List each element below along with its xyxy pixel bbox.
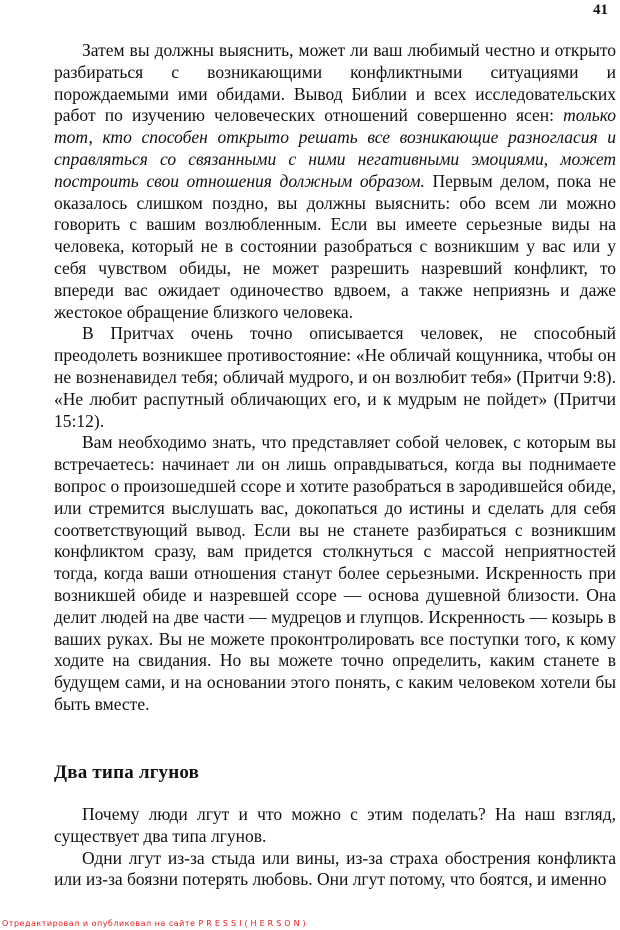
paragraph-1-rest: Первым делом, пока не оказалось слишком поздно, вы должны выяснить: обо всем ли можно говорить с вашим возлюбленным. Если вы имеете серьезные виды на человека, который не в состоянии разобраться с возникшим у вас или у себя чувством обиды, не может разрешить назревший конфликт, то впереди вас ожидает одиночество вдвоем, а также неприязнь и даже жестокое обращение близкого человека. (54, 170, 616, 322)
footer-note (2, 919, 309, 928)
section-paragraph-2: Одни лгут из-за стыда или вины, из-за страха обострения конфликта или из-за боязни потерять любовь. Они лгут потому, что боятся, и именно (54, 847, 616, 890)
section-title: Два типа лгунов (54, 762, 200, 783)
page-number: 41 (593, 2, 608, 18)
footer-link[interactable]: PRESSI(HERSON) (198, 919, 309, 928)
paragraph-3: Вам необходимо знать, что представляет собой человек, с которым вы встречаетесь: начинает ли он лишь оправдываться, когда вы поднимаете вопрос о произошедшей ссоре и хотите разобраться в зародившейся обиде, или стремится выслушать вас, докопаться до истины и сделать для себя соответствующий вывод. Если вы не станете разбираться с возникшим конфликтом сразу, вам придется столкнуться с массой неприятностей тогда, когда ваши отношения станут более серьезными. Искренность при возникшей обиде и назревшей ссоре — основа душевной близости. Она делит людей на две части — мудрецов и глупцов. Искренность — козырь в ваших руках. Вы не можете проконтролировать все поступки того, к кому ходите на свидания. Но вы можете точно определить, каким станете в будущем сами, и на основании этого понять, с каким человеком хотели бы быть вместе. (54, 432, 616, 714)
paragraph-2: В Притчах очень точно описывается человек, не способный преодолеть возникшее противостояние: «Не обличай кощунника, чтобы он не возненавидел тебя; обличай мудрого, и он возлюбит тебя» (Притчи 9:8). «Не любит распутный обличающих его, и к мудрым не пойдет» (Притчи 15:12). (54, 323, 616, 431)
paragraph-1 (54, 40, 616, 323)
body-text (54, 40, 616, 716)
paragraph-1-intro: Затем вы должны выяснить, может ли ваш любимый честно и открыто разбираться с возникающими конфликтными ситуациями и порождаемыми ими обидами. Вывод Библии и всех исследовательских работ по изучению человеческих отношений совершенно ясен: (54, 40, 616, 126)
footer-text: Отредактировал и опубликовал на сайте (2, 919, 196, 928)
section-paragraph-1: Почему люди лгут и что можно с этим поделать? На наш взгляд, существует два типа лгунов. (54, 804, 616, 846)
section-text (54, 804, 616, 891)
paragraph-1-italic: только тот, кто способен открыто решать все возникающие разногласия и справляться со связанными с ними негативными эмоциями, может построить свои отношения должным образом. (54, 105, 616, 191)
